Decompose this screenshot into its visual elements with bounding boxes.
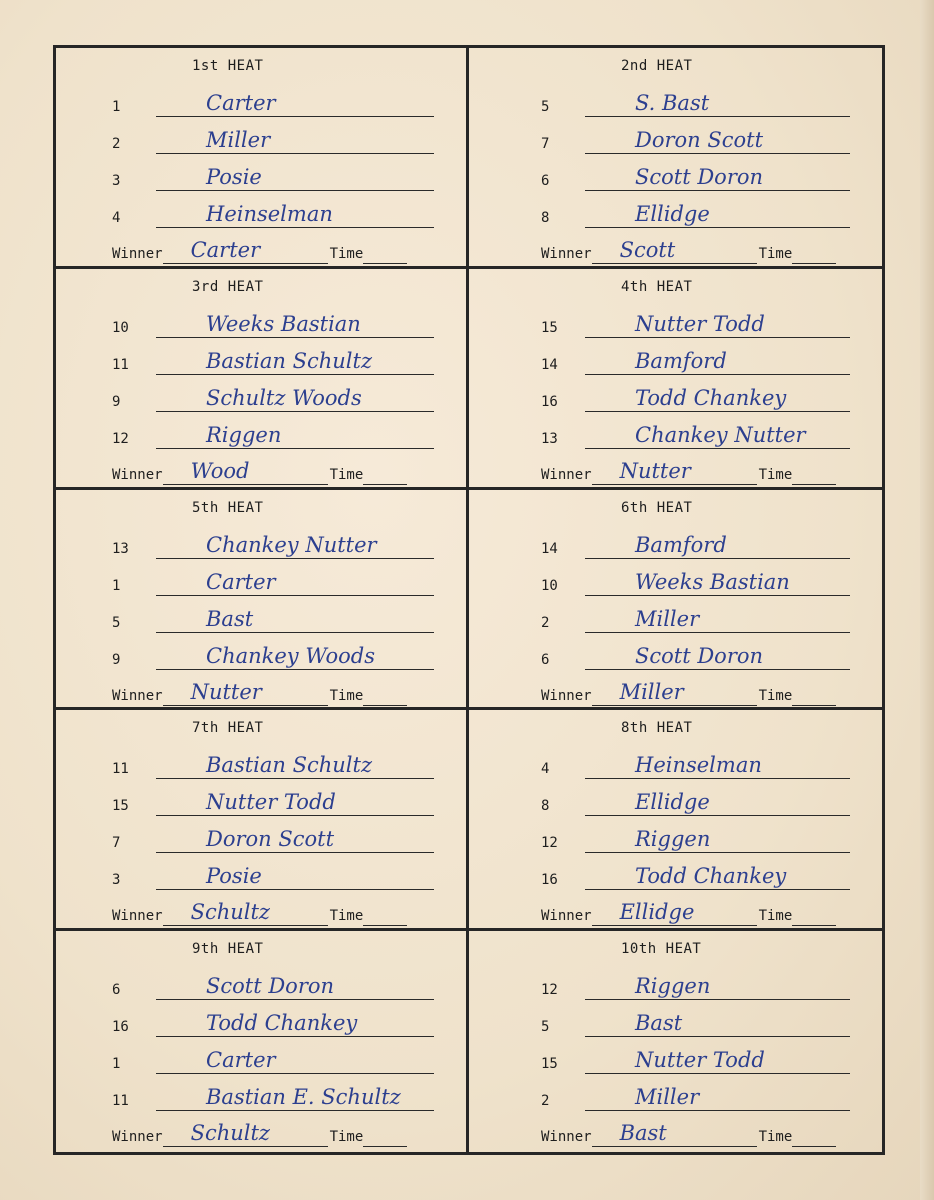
entry-row: [541, 412, 860, 449]
entry-line: [585, 418, 850, 449]
car-number: 1: [112, 99, 121, 115]
driver-name: Schultz Woods: [206, 385, 362, 410]
driver-name: Chankey Nutter: [206, 532, 377, 557]
driver-name: Bamford: [635, 348, 727, 373]
car-number: 5: [541, 1019, 550, 1036]
driver-name: Ellidge: [635, 790, 710, 815]
winner-line: [163, 675, 328, 706]
entry-line: [156, 822, 434, 853]
entry-row: [112, 816, 444, 853]
time-line: [363, 233, 407, 264]
winner-row: [541, 1111, 860, 1147]
entry-line: [156, 344, 434, 375]
entry-line: [156, 86, 434, 117]
entry-line: [156, 307, 434, 338]
entry-line: [585, 969, 850, 1000]
entry-line: [585, 1080, 850, 1111]
entry-line: [156, 1043, 434, 1074]
car-number: 2: [541, 614, 550, 631]
winner-line: [592, 233, 757, 264]
heat-title: 7th HEAT: [192, 720, 264, 737]
driver-name: Nutter Todd: [635, 1048, 765, 1073]
heat-title: 5th HEAT: [192, 499, 264, 516]
entry-row: [112, 1074, 444, 1111]
car-number: 5: [541, 99, 550, 115]
entry-row: [541, 1074, 860, 1111]
driver-name: Miller: [635, 606, 700, 631]
car-number: 13: [112, 540, 129, 557]
car-number: 2: [541, 1093, 550, 1110]
driver-name: Scott Doron: [635, 643, 764, 668]
car-number: 13: [541, 430, 558, 447]
heat-box-1: [56, 48, 469, 269]
time-line: [792, 454, 836, 485]
driver-name: Posie: [206, 165, 262, 189]
entry-line: [585, 859, 850, 890]
heat-box-5: [56, 490, 469, 711]
car-number: 12: [541, 835, 558, 852]
car-number: 11: [112, 1093, 129, 1110]
car-number: 12: [541, 982, 558, 999]
car-number: 16: [541, 872, 558, 889]
time-line: [363, 1116, 407, 1147]
time-label: Time: [758, 246, 793, 262]
entry-row: [112, 1037, 444, 1074]
heat-box-2: [469, 48, 882, 269]
car-number: 15: [112, 798, 129, 815]
entry-line: [156, 1080, 434, 1111]
entry-line: [585, 748, 850, 779]
winner-row: [112, 670, 444, 706]
winner-line: [163, 895, 328, 926]
page-edge: [920, 0, 934, 1200]
heat-box-6: [469, 490, 882, 711]
entry-line: [585, 1043, 850, 1074]
winner-label: Winner: [541, 908, 592, 925]
winner-name: Bast: [619, 1121, 667, 1146]
entry-row: [112, 338, 444, 375]
entry-line: [585, 344, 850, 375]
driver-name: Doron Scott: [206, 827, 335, 852]
entry-row: [541, 375, 860, 412]
entry-row: [541, 154, 860, 191]
car-number: 16: [541, 393, 558, 410]
entry-line: [156, 785, 434, 816]
winner-label: Winner: [112, 908, 163, 925]
driver-name: Riggen: [635, 827, 711, 852]
heat-grid: [56, 48, 882, 1152]
driver-name: Bastian E. Schultz: [206, 1085, 401, 1110]
heat-title: 9th HEAT: [192, 941, 264, 958]
driver-name: Ellidge: [635, 202, 710, 226]
entry-row: [112, 80, 444, 117]
time-line: [792, 675, 836, 706]
driver-name: Weeks Bastian: [206, 311, 361, 336]
time-label: Time: [758, 687, 793, 704]
driver-name: Carter: [206, 569, 276, 594]
time-label: Time: [329, 908, 364, 925]
driver-name: Todd Chankey: [206, 1011, 358, 1036]
heat-title: 6th HEAT: [621, 499, 693, 516]
time-label: Time: [758, 1129, 793, 1146]
car-number: 10: [112, 319, 129, 336]
winner-line: [592, 1116, 757, 1147]
driver-name: Bastian Schultz: [206, 348, 373, 373]
entry-row: [541, 779, 860, 816]
driver-name: Scott Doron: [635, 165, 764, 189]
entry-row: [112, 559, 444, 596]
winner-name: Nutter: [619, 458, 691, 483]
winner-name: Wood: [190, 458, 250, 483]
entry-row: [112, 301, 444, 338]
entry-row: [541, 559, 860, 596]
entry-line: [156, 528, 434, 559]
driver-name: Carter: [206, 91, 276, 115]
entry-line: [156, 748, 434, 779]
entry-row: [541, 80, 860, 117]
entry-line: [156, 859, 434, 890]
time-line: [363, 895, 407, 926]
car-number: 14: [541, 356, 558, 373]
entry-row: [112, 412, 444, 449]
winner-label: Winner: [541, 466, 592, 483]
winner-row: [541, 228, 860, 264]
entry-row: [112, 779, 444, 816]
entry-row: [112, 963, 444, 1000]
car-number: 11: [112, 356, 129, 373]
heat-box-7: [56, 710, 469, 931]
heat-box-4: [469, 269, 882, 490]
driver-name: Bast: [635, 1011, 683, 1036]
entry-line: [585, 639, 850, 670]
entry-line: [156, 418, 434, 449]
driver-name: Miller: [206, 128, 271, 152]
entry-row: [541, 117, 860, 154]
driver-name: Nutter Todd: [635, 311, 765, 336]
entry-row: [541, 596, 860, 633]
heat-box-9: [56, 931, 469, 1152]
driver-name: Heinselman: [635, 753, 762, 778]
winner-line: [163, 454, 328, 485]
driver-name: Scott Doron: [206, 974, 335, 999]
entry-line: [585, 381, 850, 412]
car-number: 12: [112, 430, 129, 447]
driver-name: Bastian Schultz: [206, 753, 373, 778]
winner-row: [112, 228, 444, 264]
driver-name: Todd Chankey: [635, 385, 787, 410]
winner-label: Winner: [112, 246, 163, 262]
entry-line: [156, 197, 434, 228]
entry-line: [585, 197, 850, 228]
entry-line: [585, 602, 850, 633]
winner-name: Nutter: [190, 679, 262, 704]
driver-name: Riggen: [635, 974, 711, 999]
heat-box-8: [469, 710, 882, 931]
entry-row: [112, 191, 444, 228]
winner-row: [541, 890, 860, 926]
entry-row: [112, 853, 444, 890]
car-number: 6: [112, 982, 121, 999]
entry-row: [541, 522, 860, 559]
winner-line: [163, 233, 328, 264]
winner-label: Winner: [112, 687, 163, 704]
time-label: Time: [329, 246, 364, 262]
time-label: Time: [329, 1129, 364, 1146]
driver-name: Riggen: [206, 422, 282, 447]
entry-row: [541, 338, 860, 375]
car-number: 5: [112, 614, 121, 631]
entry-line: [585, 785, 850, 816]
car-number: 9: [112, 393, 121, 410]
driver-name: Bamford: [635, 532, 727, 557]
winner-row: [112, 890, 444, 926]
entry-row: [541, 1000, 860, 1037]
time-line: [792, 233, 836, 264]
driver-name: Bast: [206, 606, 254, 631]
winner-label: Winner: [112, 466, 163, 483]
entry-line: [156, 381, 434, 412]
driver-name: Heinselman: [206, 202, 333, 226]
car-number: 9: [112, 651, 121, 668]
heat-title: 8th HEAT: [621, 720, 693, 737]
driver-name: Nutter Todd: [206, 790, 336, 815]
winner-name: Carter: [190, 238, 261, 262]
entry-line: [585, 86, 850, 117]
winner-row: [112, 1111, 444, 1147]
driver-name: Posie: [206, 864, 262, 889]
car-number: 14: [541, 540, 558, 557]
entry-row: [541, 633, 860, 670]
heat-title: 10th HEAT: [621, 941, 702, 958]
car-number: 8: [541, 210, 550, 226]
car-number: 8: [541, 798, 550, 815]
driver-name: Carter: [206, 1048, 276, 1073]
entry-line: [156, 639, 434, 670]
entry-row: [112, 154, 444, 191]
entry-line: [585, 123, 850, 154]
entry-row: [112, 522, 444, 559]
heat-box-3: [56, 269, 469, 490]
driver-name: Chankey Nutter: [635, 422, 806, 447]
entry-row: [541, 963, 860, 1000]
winner-label: Winner: [541, 687, 592, 704]
entry-line: [156, 969, 434, 1000]
winner-name: Schultz: [190, 1121, 270, 1146]
time-line: [363, 454, 407, 485]
entry-line: [156, 602, 434, 633]
entry-line: [585, 307, 850, 338]
time-label: Time: [329, 687, 364, 704]
car-number: 6: [541, 651, 550, 668]
entry-line: [585, 822, 850, 853]
winner-row: [541, 670, 860, 706]
winner-name: Schultz: [190, 900, 270, 925]
entry-row: [541, 191, 860, 228]
entry-row: [112, 633, 444, 670]
car-number: 10: [541, 577, 558, 594]
car-number: 7: [112, 835, 121, 852]
winner-line: [592, 675, 757, 706]
entry-line: [156, 565, 434, 596]
entry-row: [112, 117, 444, 154]
entry-line: [156, 1006, 434, 1037]
time-label: Time: [758, 466, 793, 483]
driver-name: Doron Scott: [635, 128, 764, 152]
driver-name: Weeks Bastian: [635, 569, 790, 594]
winner-name: Miller: [619, 679, 684, 704]
time-line: [792, 1116, 836, 1147]
entry-line: [156, 123, 434, 154]
time-line: [792, 895, 836, 926]
car-number: 4: [541, 761, 550, 778]
car-number: 2: [112, 136, 121, 152]
winner-line: [163, 1116, 328, 1147]
car-number: 6: [541, 173, 550, 189]
driver-name: Chankey Woods: [206, 643, 375, 668]
entry-row: [112, 1000, 444, 1037]
entry-row: [112, 742, 444, 779]
driver-name: S. Bast: [635, 91, 710, 115]
entry-row: [541, 1037, 860, 1074]
entry-row: [541, 301, 860, 338]
time-line: [363, 675, 407, 706]
car-number: 7: [541, 136, 550, 152]
car-number: 15: [541, 319, 558, 336]
winner-line: [592, 454, 757, 485]
heat-title: 1st HEAT: [192, 58, 264, 74]
entry-row: [541, 853, 860, 890]
car-number: 4: [112, 210, 121, 226]
car-number: 15: [541, 1056, 558, 1073]
driver-name: Todd Chankey: [635, 864, 787, 889]
winner-name: Scott: [619, 238, 676, 262]
entry-line: [156, 160, 434, 191]
heat-title: 3rd HEAT: [192, 278, 264, 295]
car-number: 1: [112, 1056, 121, 1073]
winner-label: Winner: [541, 1129, 592, 1146]
heat-title: 2nd HEAT: [621, 58, 693, 74]
car-number: 11: [112, 761, 129, 778]
heat-box-10: [469, 931, 882, 1152]
entry-line: [585, 160, 850, 191]
entry-row: [112, 596, 444, 633]
heat-sheet: [53, 45, 885, 1155]
entry-row: [541, 816, 860, 853]
entry-row: [541, 742, 860, 779]
time-label: Time: [758, 908, 793, 925]
winner-row: [541, 449, 860, 485]
entry-line: [585, 1006, 850, 1037]
car-number: 3: [112, 872, 121, 889]
winner-label: Winner: [541, 246, 592, 262]
winner-label: Winner: [112, 1129, 163, 1146]
winner-line: [592, 895, 757, 926]
car-number: 1: [112, 577, 121, 594]
heat-title: 4th HEAT: [621, 278, 693, 295]
winner-name: Ellidge: [619, 900, 695, 925]
winner-row: [112, 449, 444, 485]
time-label: Time: [329, 466, 364, 483]
entry-line: [585, 528, 850, 559]
entry-row: [112, 375, 444, 412]
driver-name: Miller: [635, 1085, 700, 1110]
entry-line: [585, 565, 850, 596]
car-number: 3: [112, 173, 121, 189]
car-number: 16: [112, 1019, 129, 1036]
